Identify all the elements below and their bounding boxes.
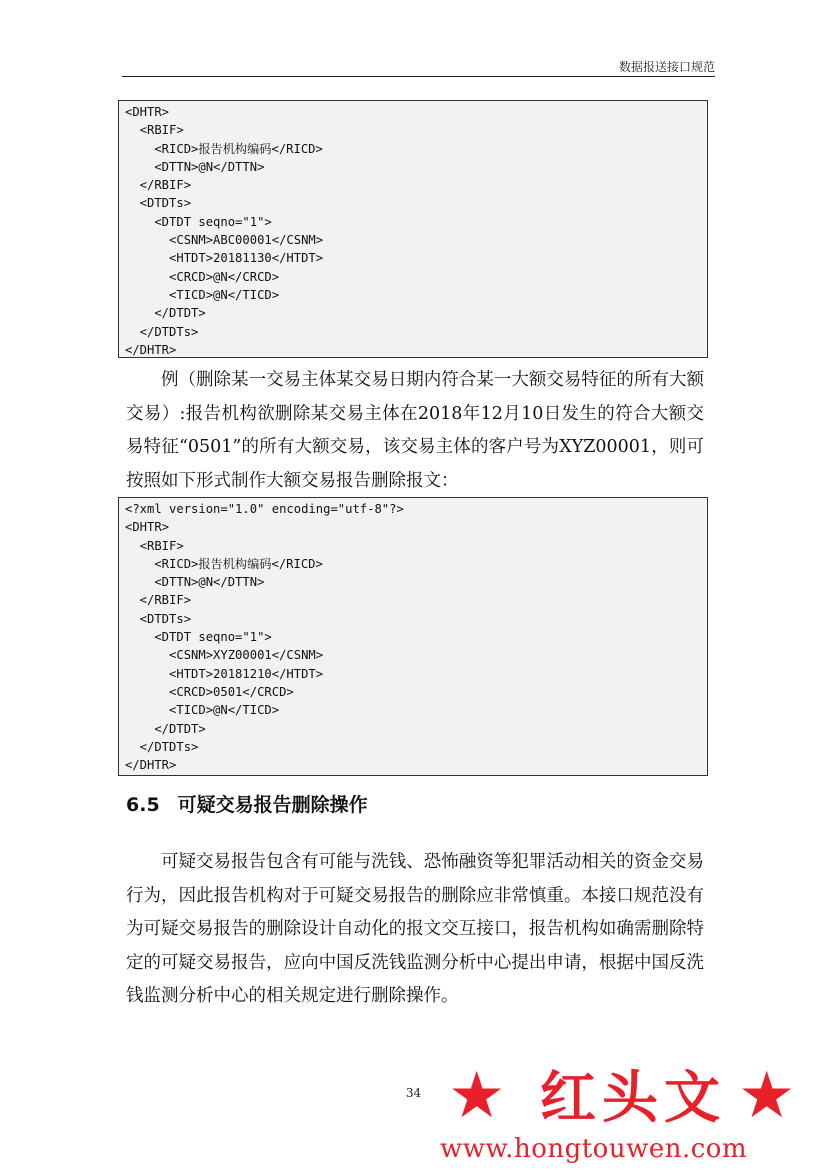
code-line: </DTDTs> xyxy=(125,739,199,754)
code-block-1 xyxy=(118,100,708,358)
star-icon: ★ xyxy=(448,1059,506,1133)
code-line: <DHTR> xyxy=(125,520,170,535)
section-heading xyxy=(126,790,368,817)
code-line: </RBIF> xyxy=(125,593,192,608)
code-line: </DTDT> xyxy=(125,721,206,736)
code-line: <TICD>@N</TICD> xyxy=(125,287,280,302)
paragraph-example xyxy=(126,364,704,498)
code-line: <DHTR> xyxy=(125,105,170,119)
watermark-url: www.hongtouwen.com xyxy=(440,1134,748,1164)
code-line: <DTDTs> xyxy=(125,196,192,211)
section-number: 6.5 xyxy=(126,794,160,816)
code-line: <HTDT>20181130</HTDT> xyxy=(125,251,324,266)
code-line: </RBIF> xyxy=(125,178,192,193)
code-line: <DTDTs> xyxy=(125,611,192,626)
code-line: <CSNM>ABC00001</CSNM> xyxy=(125,233,324,248)
code-line: <DTDT seqno="1"> xyxy=(125,214,272,229)
code-line: </DHTR> xyxy=(125,758,177,773)
code-line: </DHTR> xyxy=(125,342,177,357)
paragraph-text: 例（删除某一交易主体某交易日期内符合某一大额交易特征的所有大额交易）:报告机构欲删除某交易主体在2018年12月10日发生的符合大额交易特征“0501”的所有大额交易，该交易主体的客户号为XYZ00001，则可按照如下形式制作大额交易报告删除报文： xyxy=(126,370,704,491)
code-line: </DTDT> xyxy=(125,306,206,321)
code-line: <DTTN>@N</DTTN> xyxy=(125,159,265,174)
code-line: <TICD>@N</TICD> xyxy=(125,703,280,718)
code-line: </DTDTs> xyxy=(125,324,199,339)
running-header: 数据报送接口规范 xyxy=(618,60,715,74)
paragraph-text: 可疑交易报告包含有可能与洗钱、恐怖融资等犯罪活动相关的资金交易行为，因此报告机构对于可疑交易报告的删除应非常慎重。本接口规范没有为可疑交易报告的删除设计自动化的报文交互接口，报告机构如确需删除特定的可疑交易报告，应向中国反洗钱监测分析中心提出申请，根据中国反洗钱监测分析中心的相关规定进行删除操作。 xyxy=(126,852,704,1006)
code-line: <DTDT seqno="1"> xyxy=(125,630,272,645)
code-line: <RBIF> xyxy=(125,123,184,138)
code-line: <HTDT>20181210</HTDT> xyxy=(125,666,324,681)
code-line: <RICD>报告机构编码</RICD> xyxy=(125,141,323,156)
code-line: <RBIF> xyxy=(125,538,184,553)
paragraph-suspicious xyxy=(126,846,704,1014)
code-line: <CSNM>XYZ00001</CSNM> xyxy=(125,648,324,663)
code-line: <DTTN>@N</DTTN> xyxy=(125,575,265,590)
header-rule xyxy=(122,76,715,77)
watermark xyxy=(440,1059,808,1164)
code-line: <RICD>报告机构编码</RICD> xyxy=(125,556,323,571)
section-title: 可疑交易报告删除操作 xyxy=(177,794,368,816)
code-line: <CRCD>@N</CRCD> xyxy=(125,269,280,284)
code-line: <CRCD>0501</CRCD> xyxy=(125,684,294,699)
page-number: 34 xyxy=(405,1086,422,1100)
star-icon: ★ xyxy=(738,1059,796,1133)
watermark-title: 红头文 xyxy=(540,1065,726,1131)
code-line: <?xml version="1.0" encoding="utf-8"?> xyxy=(125,502,404,516)
code-block-2 xyxy=(118,497,708,776)
